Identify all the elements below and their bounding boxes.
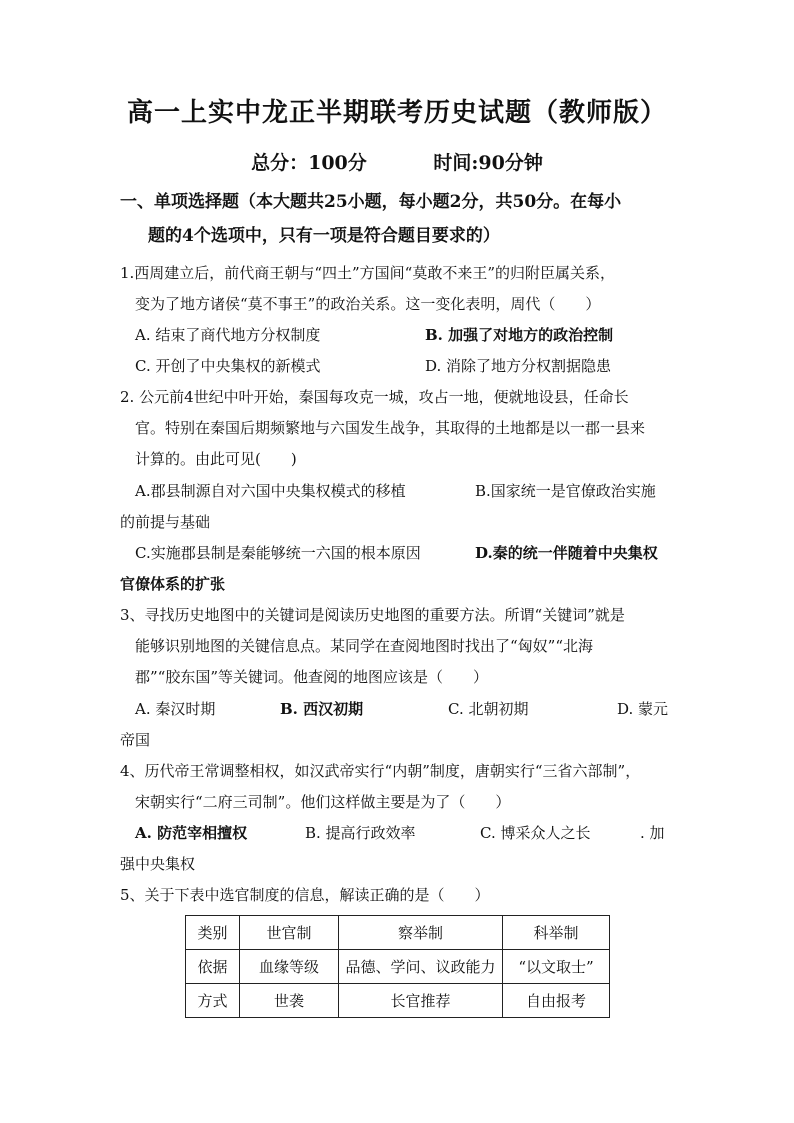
exam-meta (0, 148, 794, 175)
q3-stem-line1: 3、寻找历史地图中的关键词是阅读历史地图的重要方法。所谓“关键词”就是 (120, 606, 625, 624)
q4-option-c: C. 博采众人之长 (480, 824, 591, 842)
q4-option-b: B. 提高行政效率 (305, 824, 416, 842)
q3-option-d: D. 蒙元 (617, 700, 669, 718)
q1-stem-line1: 1.西周建立后，前代商王朝与“四土”方国间“莫敢不来王”的归附臣属关系， (120, 264, 615, 282)
q2-stem-line3: 计算的。由此可见( ) (135, 450, 297, 468)
q1-stem-line2: 变为了地方诸侯“莫不事王”的政治关系。这一变化表明，周代（ ） (135, 295, 601, 313)
q2-option-d: D.秦的统一伴随着中央集权 (475, 544, 658, 562)
q4-option-d: . 加 (640, 824, 665, 842)
table-cell: 血缘等级 (240, 950, 339, 984)
q1-option-c: C. 开创了中央集权的新模式 (135, 357, 321, 375)
q2-option-b-cont: 的前提与基础 (120, 513, 211, 531)
q3-option-c: C. 北朝初期 (448, 700, 529, 718)
q4-option-a: A. 防范宰相擅权 (135, 824, 248, 842)
table-header-cell: 科举制 (503, 916, 610, 950)
q2-option-b: B.国家统一是官僚政治实施 (475, 482, 656, 500)
q2-stem-line1: 2. 公元前4世纪中叶开始，秦国每攻克一城，攻占一地，便就地设县，任命长 (120, 388, 629, 406)
q2-option-d-cont: 官僚体系的扩张 (120, 575, 226, 593)
q2-stem-line2: 官。特别在秦国后期频繁地与六国发生战争，其取得的土地都是以一郡一县来 (135, 419, 646, 437)
table-header-cell: 世官制 (240, 916, 339, 950)
q1-option-b: B. 加强了对地方的政治控制 (425, 326, 614, 344)
total-score: 总分：100分 (251, 152, 367, 174)
table-cell: 品德、学问、议政能力 (339, 950, 503, 984)
q3-stem-line3: 郡”“胶东国”等关键词。他查阅的地图应该是（ ） (135, 668, 489, 686)
selection-system-table (185, 915, 610, 1018)
table-cell: 长官推荐 (339, 984, 503, 1018)
q4-option-d-cont: 强中央集权 (120, 855, 196, 873)
section-heading-line1: 一、单项选择题（本大题共25小题，每小题2分，共50分。在每小 (120, 192, 622, 212)
q1-option-d: D. 消除了地方分权割据隐患 (425, 357, 612, 375)
table-cell: 世袭 (240, 984, 339, 1018)
table-cell: 依据 (186, 950, 240, 984)
q2-option-c: C.实施郡县制是秦能够统一六国的根本原因 (135, 544, 421, 562)
table-header-cell: 类别 (186, 916, 240, 950)
table-cell: 方式 (186, 984, 240, 1018)
q1-option-a: A. 结束了商代地方分权制度 (135, 326, 321, 344)
table-row (186, 984, 610, 1018)
table-header-row (186, 916, 610, 950)
q4-stem-line1: 4、历代帝王常调整相权，如汉武帝实行“内朝”制度，唐朝实行“三省六部制”， (120, 762, 641, 780)
section-heading-line2: 题的4个选项中，只有一项是符合题目要求的） (148, 226, 500, 246)
table-header-cell: 察举制 (339, 916, 503, 950)
q3-option-b: B. 西汉初期 (280, 700, 364, 718)
q3-stem-line2: 能够识别地图的关键信息点。某同学在查阅地图时找出了“匈奴”“北海 (135, 637, 594, 655)
q3-option-a: A. 秦汉时期 (135, 700, 216, 718)
q4-stem-line2: 宋朝实行“二府三司制”。他们这样做主要是为了（ ） (135, 793, 511, 811)
table-cell: 自由报考 (503, 984, 610, 1018)
q5-stem-line1: 5、关于下表中选官制度的信息，解读正确的是（ ） (120, 886, 490, 904)
table-cell: “以文取士” (503, 950, 610, 984)
q2-option-a: A.郡县制源自对六国中央集权模式的移植 (135, 482, 406, 500)
exam-title: 高一上实中龙正半期联考历史试题（教师版） (126, 98, 667, 128)
exam-time: 时间:90分钟 (433, 152, 543, 174)
q3-option-d-cont: 帝国 (120, 731, 151, 749)
table-row (186, 950, 610, 984)
